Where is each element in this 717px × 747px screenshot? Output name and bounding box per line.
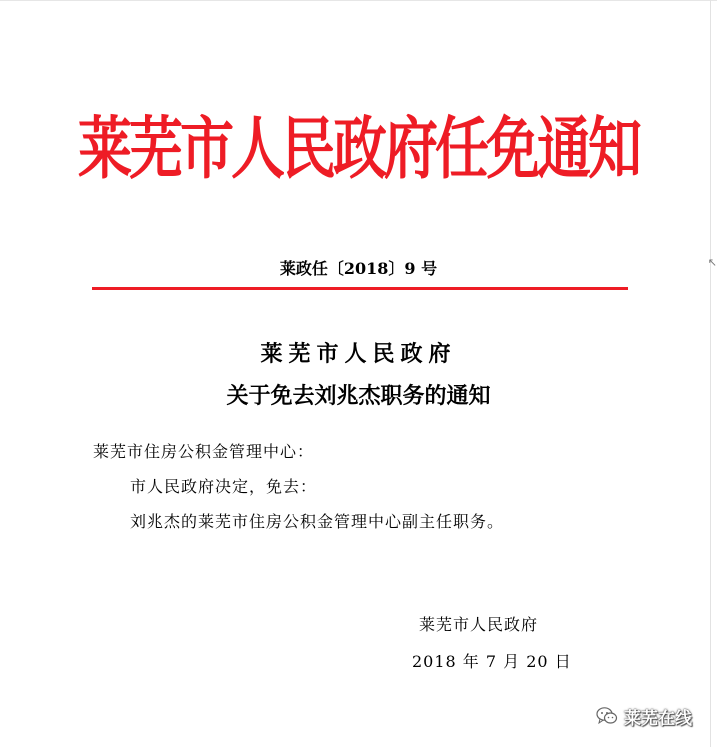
decision-line: 市人民政府决定，免去： (130, 477, 318, 496)
issue-date: 2018 年 7 月 20 日 (412, 652, 572, 671)
addressee-line: 莱芜市住房公积金管理中心： (93, 442, 315, 461)
subject-heading: 关于免去刘兆杰职务的通知 (226, 383, 491, 409)
watermark-text: 莱芜在线 (624, 708, 692, 729)
issuer-heading: 莱芜市人民政府 (260, 341, 457, 367)
page-edge-top (0, 0, 717, 1)
watermark (596, 704, 692, 728)
removal-line: 刘兆杰的莱芜市住房公积金管理中心副主任职务。 (130, 512, 505, 531)
signature-issuer: 莱芜市人民政府 (419, 615, 539, 634)
wechat-icon (596, 706, 618, 726)
red-header-title: 莱芜市人民政府任免通知 (78, 108, 639, 188)
red-separator-line (92, 287, 628, 290)
text-cursor-icon: ↖ (707, 256, 717, 269)
document-number: 莱政任〔2018〕9 号 (279, 259, 438, 278)
